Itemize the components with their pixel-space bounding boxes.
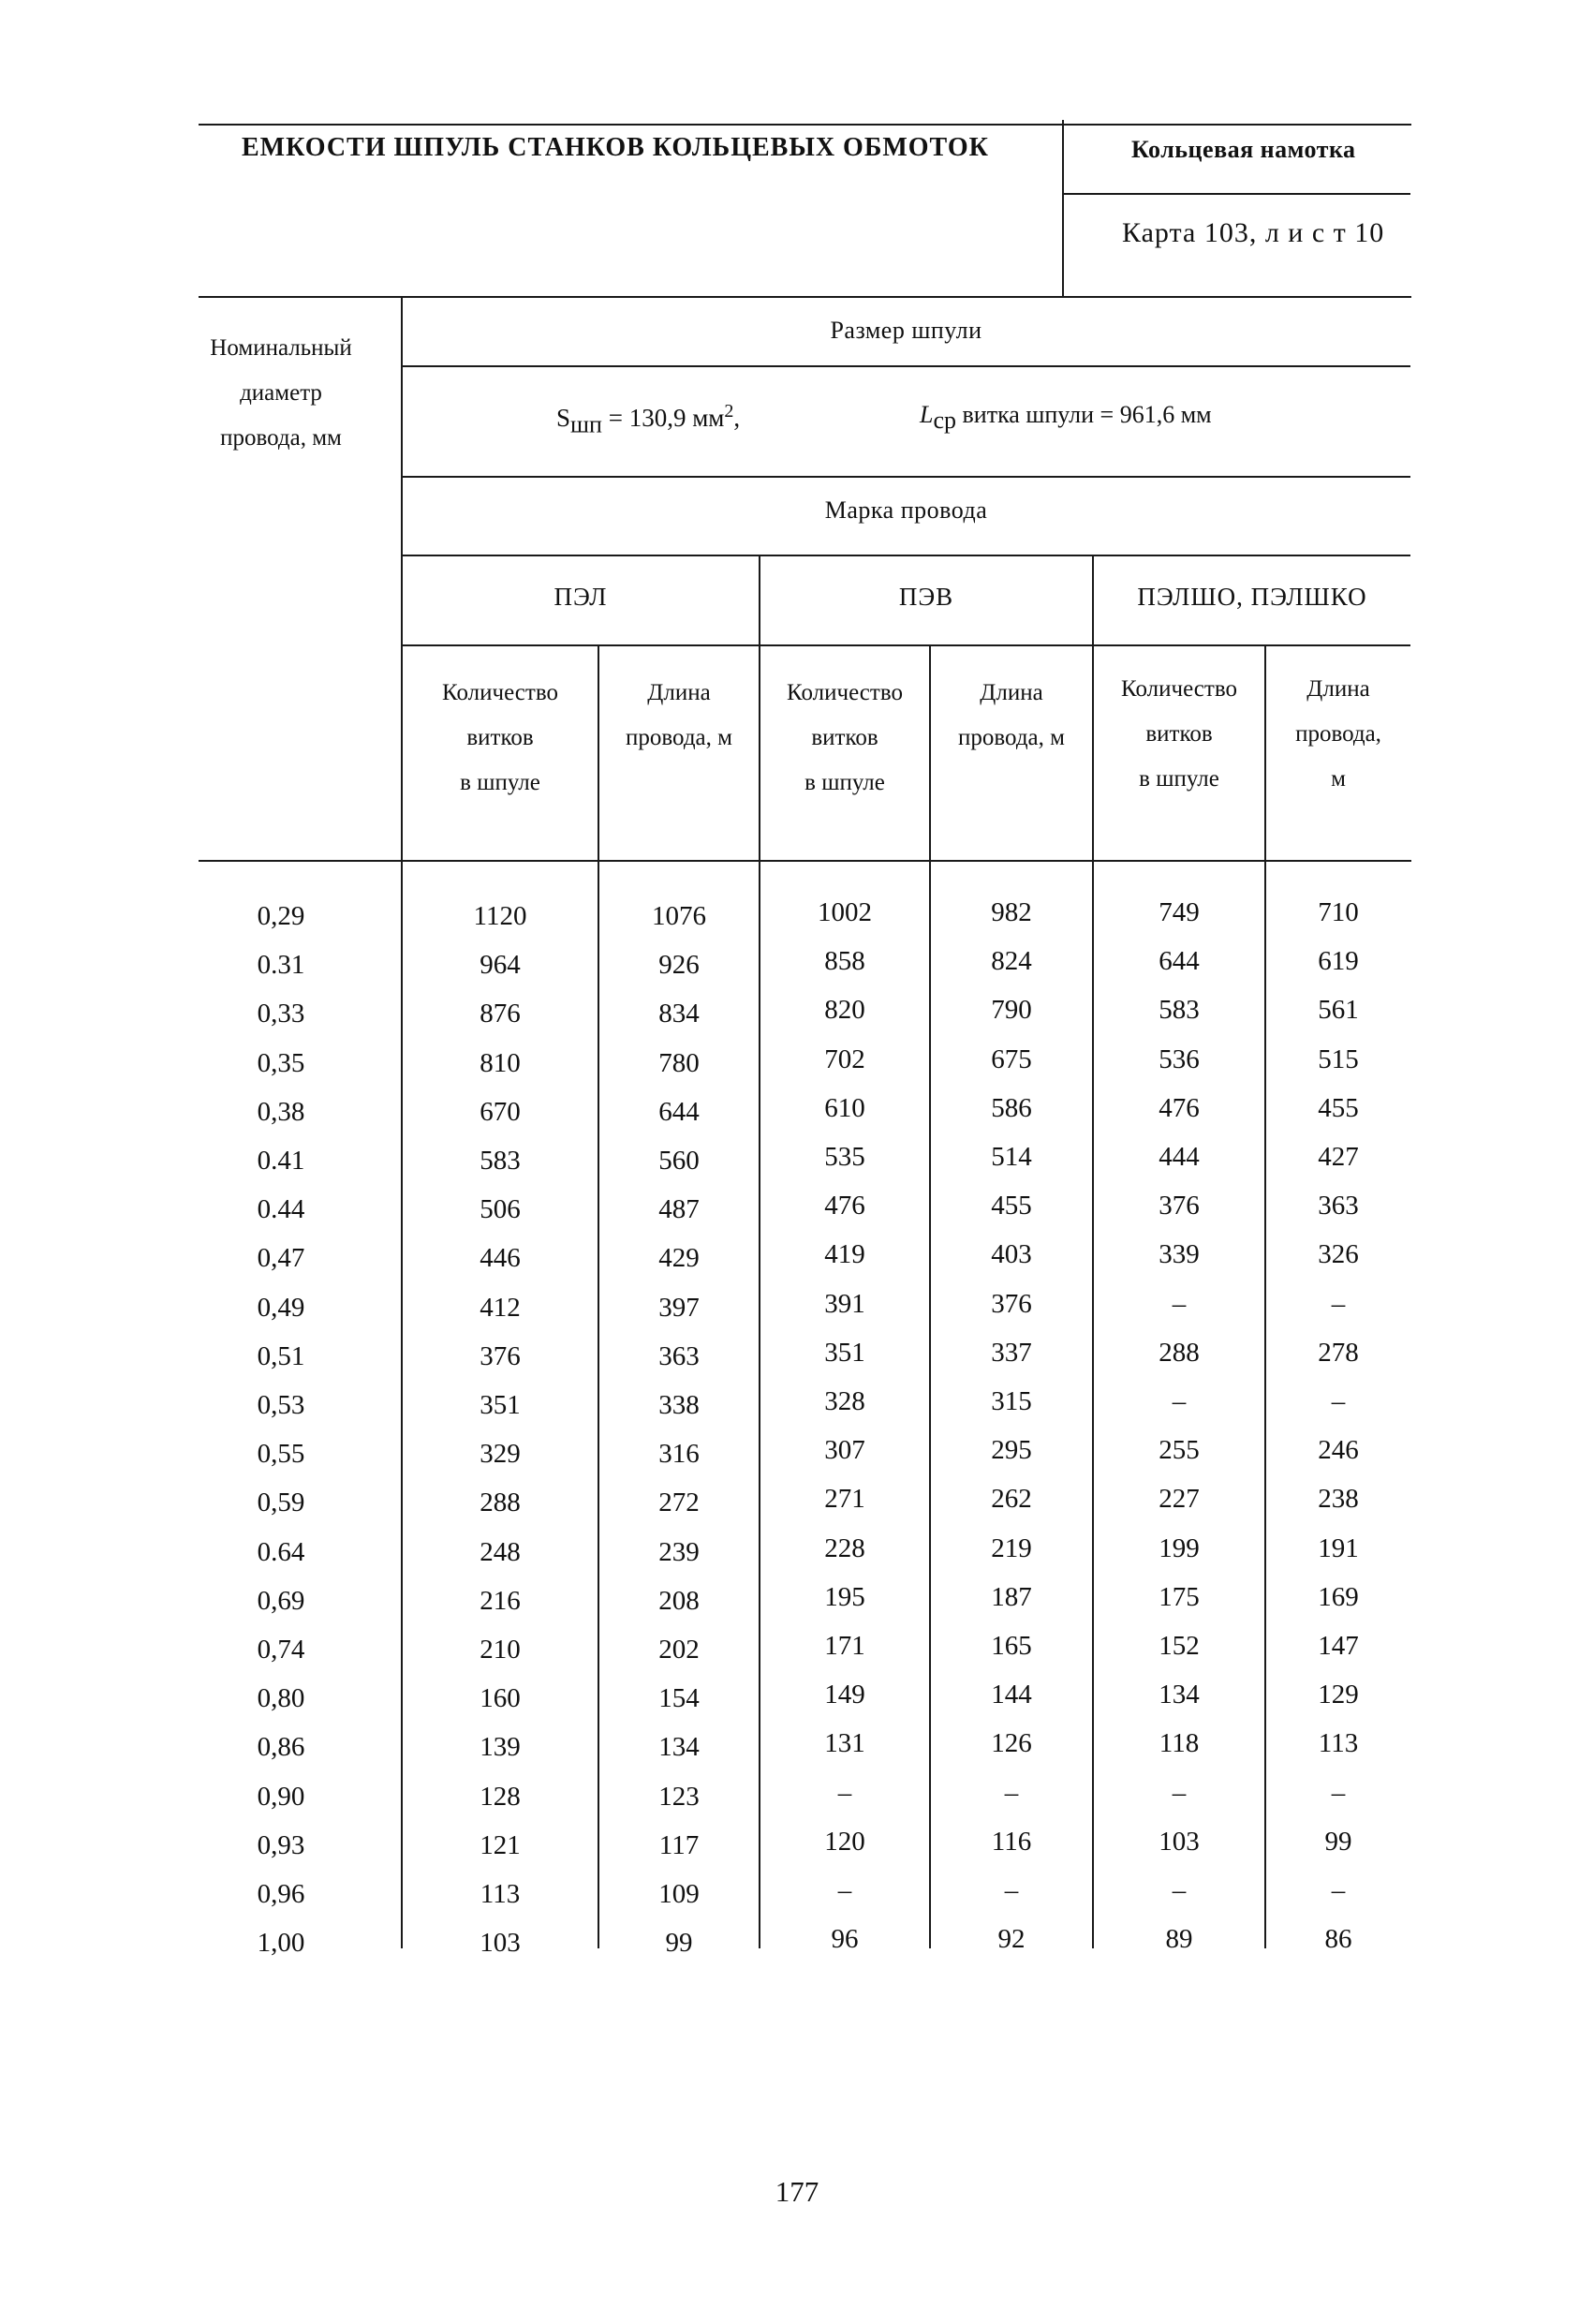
top-rule [199, 124, 1411, 126]
table-cell: 363 [658, 1341, 700, 1371]
table-cell: 99 [1324, 1827, 1352, 1857]
group-pev: ПЭВ [898, 583, 954, 611]
spool-area-value: = 130,9 мм [601, 404, 725, 432]
title-divider [1062, 120, 1064, 296]
table-cell: 583 [1159, 995, 1200, 1025]
diameter-cell: 0,96 [257, 1879, 305, 1909]
table-cell: 118 [1159, 1728, 1200, 1758]
table-cell: 351 [480, 1390, 521, 1420]
table-cell: 644 [1159, 946, 1200, 976]
table-cell: 429 [658, 1243, 700, 1273]
diameter-cell: 0,47 [257, 1243, 305, 1273]
table-cell: 749 [1159, 897, 1200, 927]
table-cell: 86 [1324, 1924, 1352, 1954]
row-header-line: диаметр [240, 380, 322, 406]
table-cell: 326 [1318, 1239, 1359, 1269]
diameter-cell: 0,55 [257, 1439, 305, 1469]
table-cell: 351 [824, 1338, 865, 1368]
table-cell: 412 [480, 1293, 521, 1323]
row-header-line: провода, мм [220, 425, 342, 451]
table-cell: 824 [991, 946, 1032, 976]
header-bottom-rule [199, 296, 1411, 298]
table-cell: 710 [1318, 897, 1359, 927]
table-cell: 876 [480, 999, 521, 1029]
card-label: Карта 103, л и с т 10 [1122, 217, 1385, 248]
table-cell: 514 [991, 1142, 1032, 1172]
size-header-rule [403, 365, 1410, 367]
table-cell: 121 [480, 1830, 521, 1860]
table-cell: 139 [480, 1732, 521, 1762]
table-cell: – [1004, 1875, 1019, 1905]
table-cell: 834 [658, 999, 700, 1029]
table-cell: 154 [658, 1683, 700, 1713]
table-cell: 586 [991, 1093, 1032, 1123]
table-cell: 419 [824, 1239, 865, 1269]
table-cell: 202 [658, 1635, 700, 1665]
diameter-cell: 0,69 [257, 1586, 305, 1616]
table-cell: 675 [991, 1044, 1032, 1074]
subheader-line: в шпуле [460, 770, 540, 795]
table-cell: 858 [824, 946, 865, 976]
table-cell: 228 [824, 1533, 865, 1563]
subheader-line: Количество [787, 680, 903, 705]
diameter-cell: 0.64 [257, 1537, 305, 1567]
table-cell: 487 [658, 1194, 700, 1224]
table-cell: 199 [1159, 1533, 1200, 1563]
table-cell: 982 [991, 897, 1032, 927]
table-cell: – [1172, 1289, 1187, 1319]
table-cell: 147 [1318, 1631, 1359, 1661]
table-cell: – [1004, 1778, 1019, 1808]
diameter-cell: 0,53 [257, 1390, 305, 1420]
table-cell: 92 [997, 1924, 1026, 1954]
table-cell: 926 [658, 950, 700, 980]
table-cell: 337 [991, 1338, 1032, 1368]
table-cell: 702 [824, 1044, 865, 1074]
table-cell: 171 [824, 1631, 865, 1661]
table-cell: 210 [480, 1635, 521, 1665]
table-cell: 820 [824, 995, 865, 1025]
table-cell: 195 [824, 1582, 865, 1612]
table-cell: 239 [658, 1537, 700, 1567]
row-header-line: Номинальный [210, 335, 352, 361]
table-cell: 397 [658, 1293, 700, 1323]
size-values-rule [403, 476, 1410, 478]
table-cell: 964 [480, 950, 521, 980]
table-cell: 219 [991, 1533, 1032, 1563]
diameter-cell: 0,38 [257, 1097, 305, 1127]
diameter-cell: 0,49 [257, 1293, 305, 1323]
subheader-line: Длина [647, 680, 711, 705]
table-cell: 644 [658, 1097, 700, 1127]
table-cell: 216 [480, 1586, 521, 1616]
table-cell: 506 [480, 1194, 521, 1224]
subheader-line: провода, м [958, 725, 1065, 750]
subheader-line: витков [811, 725, 878, 750]
subheader-turns-pev [760, 671, 929, 806]
brand-header: Марка провода [824, 496, 988, 524]
spool-area-suffix: , [733, 404, 741, 432]
table-cell: 515 [1318, 1044, 1359, 1074]
subheader-turns-pel [403, 671, 598, 806]
table-cell: 610 [824, 1093, 865, 1123]
diameter-cell: 0,59 [257, 1488, 305, 1517]
table-cell: 208 [658, 1586, 700, 1616]
table-cell: – [1331, 1386, 1346, 1416]
header-body-rule [199, 860, 1411, 862]
groups-rule [403, 644, 1410, 646]
turn-length-subscript: ср [933, 407, 957, 435]
diameter-cell: 0,74 [257, 1635, 305, 1665]
subheader-line: в шпуле [1139, 766, 1219, 792]
table-cell: 117 [658, 1830, 700, 1860]
table-cell: 535 [824, 1142, 865, 1172]
table-cell: – [1331, 1875, 1346, 1905]
table-cell: 149 [824, 1680, 865, 1710]
table-cell: 476 [1159, 1093, 1200, 1123]
group-pel: ПЭЛ [553, 583, 608, 611]
table-cell: 128 [480, 1782, 521, 1812]
table-cell: 446 [480, 1243, 521, 1273]
table-cell: 1002 [818, 897, 872, 927]
table-cell: 328 [824, 1386, 865, 1416]
subheader-line: м [1331, 766, 1346, 792]
table-cell: 175 [1159, 1582, 1200, 1612]
table-cell: 670 [480, 1097, 521, 1127]
table-cell: 619 [1318, 946, 1359, 976]
table-cell: 113 [1318, 1728, 1359, 1758]
subheader-line: Количество [442, 680, 558, 705]
spool-area-symbol: S [556, 404, 571, 432]
spool-area-subscript: шп [570, 410, 602, 438]
table-cell: – [1331, 1289, 1346, 1319]
table-cell: 113 [480, 1879, 521, 1909]
diameter-cell: 0.31 [257, 950, 305, 980]
diameter-cell: 0.41 [257, 1146, 305, 1176]
table-cell: – [1172, 1386, 1187, 1416]
table-cell: 116 [991, 1827, 1032, 1857]
table-cell: 536 [1159, 1044, 1200, 1074]
document-title: ЕМКОСТИ ШПУЛЬ СТАНКОВ КОЛЬЦЕВЫХ ОБМОТОК [242, 133, 989, 162]
table-cell: 99 [665, 1928, 693, 1958]
table-cell: 790 [991, 995, 1032, 1025]
table-cell: 338 [658, 1390, 700, 1420]
brand-header-rule [403, 555, 1410, 556]
subheader-line: витков [1145, 721, 1213, 747]
table-cell: 339 [1159, 1239, 1200, 1269]
table-cell: 103 [1159, 1827, 1200, 1857]
subheader-length-pelsho [1266, 667, 1410, 802]
table-cell: 134 [1159, 1680, 1200, 1710]
diameter-cell: 0,90 [257, 1782, 305, 1812]
table-cell: 583 [480, 1146, 521, 1176]
table-cell: 316 [658, 1439, 700, 1469]
diameter-cell: 0,35 [257, 1048, 305, 1078]
category-label: Кольцевая намотка [1131, 136, 1356, 163]
header-block-rule [1064, 193, 1410, 195]
table-cell: 288 [480, 1488, 521, 1517]
table-cell: 288 [1159, 1338, 1200, 1368]
subheader-line: в шпуле [804, 770, 885, 795]
table-cell: 561 [1318, 995, 1359, 1025]
table-cell: 96 [831, 1924, 859, 1954]
group-pelsho: ПЭЛШО, ПЭЛШКО [1137, 583, 1367, 611]
diameter-cell: 0,86 [257, 1732, 305, 1762]
table-cell: 246 [1318, 1435, 1359, 1465]
table-cell: 152 [1159, 1631, 1200, 1661]
table-cell: 278 [1318, 1338, 1359, 1368]
subheader-line: витков [466, 725, 534, 750]
table-cell: 89 [1165, 1924, 1193, 1954]
table-cell: 129 [1318, 1680, 1359, 1710]
diameter-cell: 0,93 [257, 1830, 305, 1860]
diameter-cell: 0,51 [257, 1341, 305, 1371]
table-cell: 376 [991, 1289, 1032, 1319]
table-cell: 376 [1159, 1191, 1200, 1221]
subheader-line: Количество [1121, 676, 1237, 702]
table-cell: 238 [1318, 1484, 1359, 1514]
turn-length-value: витка шпули = 961,6 мм [956, 401, 1212, 428]
table-cell: 455 [991, 1191, 1032, 1221]
diameter-cell: 1,00 [257, 1928, 305, 1958]
table-cell: 1076 [652, 901, 706, 931]
table-cell: 169 [1318, 1582, 1359, 1612]
table-cell: 307 [824, 1435, 865, 1465]
table-cell: 227 [1159, 1484, 1200, 1514]
table-cell: – [1172, 1778, 1187, 1808]
diameter-cell: 0,80 [257, 1683, 305, 1713]
table-cell: 780 [658, 1048, 700, 1078]
table-cell: – [837, 1875, 852, 1905]
diameter-cell: 0,29 [257, 901, 305, 931]
subheader-line: провода, м [626, 725, 732, 750]
table-cell: 144 [991, 1680, 1032, 1710]
table-cell: 391 [824, 1289, 865, 1319]
spool-area-formula [556, 401, 740, 438]
diameter-cell: 0,33 [257, 999, 305, 1029]
table-cell: 272 [658, 1488, 700, 1517]
table-cell: 363 [1318, 1191, 1359, 1221]
table-cell: – [1331, 1778, 1346, 1808]
table-cell: 315 [991, 1386, 1032, 1416]
subheader-line: Длина [1306, 676, 1370, 702]
table-cell: 131 [824, 1728, 865, 1758]
table-cell: 376 [480, 1341, 521, 1371]
table-cell: 476 [824, 1191, 865, 1221]
turn-length-formula [920, 401, 1212, 435]
table-cell: – [837, 1778, 852, 1808]
page-number: 177 [775, 2175, 819, 2208]
table-cell: 262 [991, 1484, 1032, 1514]
table-cell: 295 [991, 1435, 1032, 1465]
table-cell: 120 [824, 1827, 865, 1857]
table-cell: 248 [480, 1537, 521, 1567]
table-cell: 126 [991, 1728, 1032, 1758]
table-cell: 444 [1159, 1142, 1200, 1172]
subheader-line: провода, [1295, 721, 1381, 747]
subheader-line: Длина [980, 680, 1043, 705]
subheader-turns-pelsho [1094, 667, 1264, 802]
table-cell: 403 [991, 1239, 1032, 1269]
table-cell: 427 [1318, 1142, 1359, 1172]
table-cell: 187 [991, 1582, 1032, 1612]
subheader-length-pel [599, 671, 759, 761]
table-cell: 455 [1318, 1093, 1359, 1123]
table-cell: 560 [658, 1146, 700, 1176]
spool-area-superscript: 2 [724, 401, 734, 422]
table-cell: 810 [480, 1048, 521, 1078]
table-cell: 191 [1318, 1533, 1359, 1563]
turn-length-symbol: L [920, 401, 934, 428]
table-cell: 123 [658, 1782, 700, 1812]
table-cell: – [1172, 1875, 1187, 1905]
table-cell: 1120 [473, 901, 527, 931]
diameter-cell: 0.44 [257, 1194, 305, 1224]
size-header: Размер шпули [830, 317, 982, 344]
table-cell: 109 [658, 1879, 700, 1909]
table-cell: 271 [824, 1484, 865, 1514]
table-cell: 255 [1159, 1435, 1200, 1465]
table-cell: 103 [480, 1928, 521, 1958]
table-cell: 165 [991, 1631, 1032, 1661]
table-cell: 160 [480, 1683, 521, 1713]
subheader-length-pev [931, 671, 1092, 761]
table-cell: 134 [658, 1732, 700, 1762]
row-header [178, 326, 384, 461]
table-cell: 329 [480, 1439, 521, 1469]
